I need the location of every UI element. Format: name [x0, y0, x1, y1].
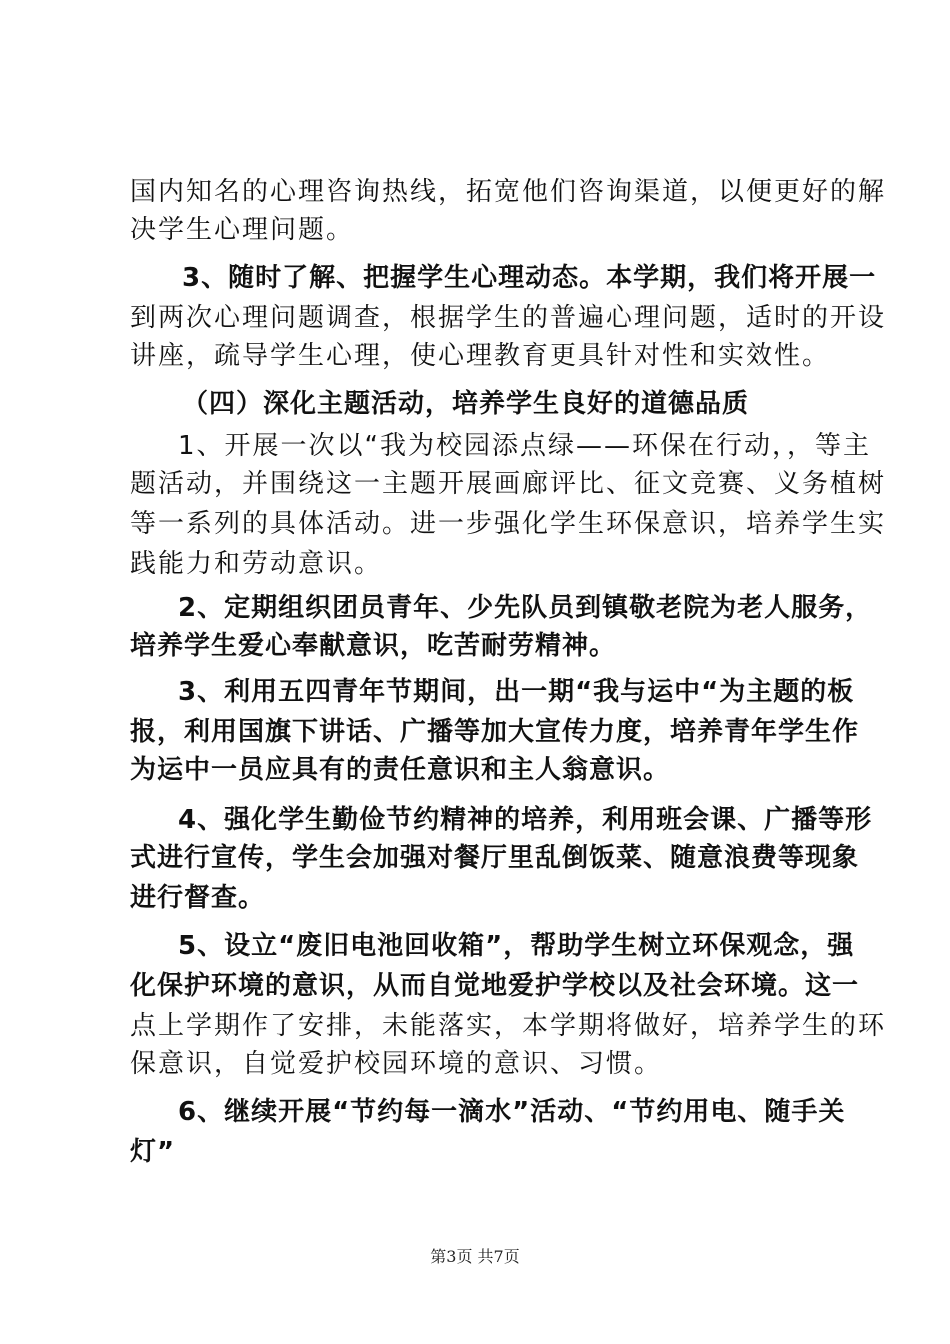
text-line-5: 讲座，疏导学生心理，使心理教育更具针对性和实效性。: [130, 341, 831, 371]
text-line-7: 1、开展一次以“我为校园添点绿——环保在行动，，等主: [178, 431, 872, 461]
text-line-17: 式进行宣传，学生会加强对餐厅里乱倒饭菜、随意浪费等现象: [130, 843, 860, 873]
text-line-18: 进行督查。: [130, 883, 266, 913]
text-line-2: 决学生心理问题。: [130, 215, 355, 245]
text-line-13: 3、利用五四青年节期间，出一期“我与运中“为主题的板: [178, 677, 855, 707]
section-heading-4: （四）深化主题活动，培养学生良好的道德品质: [182, 389, 750, 419]
text-line-4: 到两次心理问题调查，根据学生的普遍心理问题，适时的开设: [130, 303, 887, 333]
text-line-21: 点上学期作了安排，未能落实，本学期将做好，培养学生的环: [130, 1011, 887, 1041]
text-line-12: 培养学生爱心奉献意识，吃苦耐劳精神。: [130, 631, 617, 661]
text-line-1: 国内知名的心理咨询热线，拓宽他们咨询渠道，以便更好的解: [130, 177, 887, 207]
text-line-19: 5、设立“废旧电池回收箱”，帮助学生树立环保观念，强: [178, 931, 855, 961]
text-line-16: 4、强化学生勤俭节约精神的培养，利用班会课、广播等形: [178, 805, 873, 835]
text-line-23: 6、继续开展“节约每一滴水”活动、“节约用电、随手关: [178, 1097, 846, 1127]
text-line-10: 践能力和劳动意识。: [130, 549, 383, 579]
text-line-15: 为运中一员应具有的责任意识和主人翁意识。: [130, 755, 671, 785]
text-line-24: 灯”: [130, 1137, 176, 1167]
text-line-20: 化保护环境的意识，从而自觉地爱护学校以及社会环境。这一: [130, 971, 860, 1001]
text-line-3: 3、随时了解、把握学生心理动态。本学期，我们将开展一: [182, 263, 877, 293]
text-line-9: 等一系列的具体活动。进一步强化学生环保意识，培养学生实: [130, 509, 887, 539]
text-line-22: 保意识，自觉爱护校园环境的意识、习惯。: [130, 1049, 663, 1079]
text-line-11: 2、定期组织团员青年、少先队员到镇敬老院为老人服务，: [178, 593, 873, 623]
text-line-14: 报，利用国旗下讲话、广播等加大宣传力度，培养青年学生作: [130, 717, 860, 747]
page-footer: 第3页 共7页: [430, 1247, 520, 1266]
text-line-8: 题活动，并围绕这一主题开展画廊评比、征文竞赛、义务植树: [130, 469, 887, 499]
